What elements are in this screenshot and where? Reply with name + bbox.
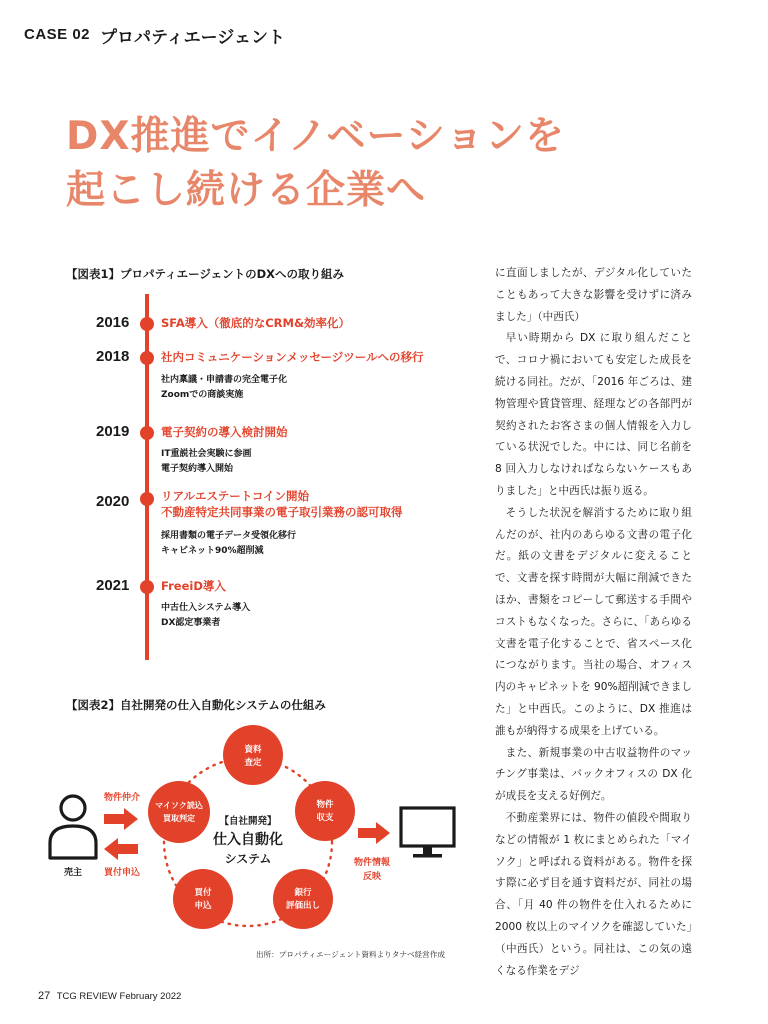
node-circle [273,869,333,929]
node-purchase-application [173,869,233,929]
headline [66,110,565,218]
output-label: 反映 [362,872,382,882]
figure-source: 出所：プロパティエージェント資料よりタナベ経営作成 [256,950,445,959]
timeline-year-2016: 2016 [96,314,130,331]
center-main-label: システム [224,852,272,866]
timeline-dot [140,426,154,440]
timeline-event-detail: IT重説社会実験に参画 [161,449,252,459]
node-label: 申込 [194,901,212,911]
timeline-dot [140,351,154,365]
company-label: プロパティエージェント [100,28,285,48]
arrow-left-icon [104,838,138,860]
node-circle [173,869,233,929]
center-main-label: 仕入自動化 [213,832,283,848]
node-circle [148,781,210,843]
page-footer [38,990,181,1002]
arrow-right-icon [358,822,390,844]
node-label: マイソク読込 [155,801,203,810]
timeline-year-2021: 2021 [96,577,130,594]
timeline-event-detail: キャビネット90%超削減 [161,546,264,556]
article-body [495,263,692,982]
node-label: 買付 [194,888,212,898]
timeline-event-title: 社内コミュニケーションメッセージツールへの移行 [161,350,424,364]
timeline-year-2020: 2020 [96,493,130,510]
timeline-dot [140,317,154,331]
headline-line-1: DX推進でイノベーションを [66,114,565,159]
arrow-in-label: 物件仲介 [103,793,141,803]
node-document-appraisal [223,725,283,785]
node-label: 査定 [244,758,262,768]
timeline-event-title: リアルエステートコイン開始 [161,489,310,503]
timeline-event-detail: 採用書類の電子データ受領化移行 [161,531,297,541]
case-label: CASE 02 [24,26,91,43]
output-label: 物件情報 [353,858,391,868]
body-paragraph: に直面しましたが、デジタル化していたこともあって大きな影響を受けずに済みました」（中西氏） [495,267,692,323]
person-icon [50,796,96,858]
node-circle [295,781,355,841]
timeline-dot [140,492,154,506]
node-label: 収支 [316,813,334,823]
monitor-icon [401,808,454,858]
timeline-event-title: 電子契約の導入検討開始 [161,425,288,439]
publication-name: TCG REVIEW February 2022 [56,991,182,1002]
node-label: 資料 [244,745,262,755]
timeline-event-detail: 電子契約導入開始 [161,464,234,474]
node-bank-valuation [273,869,333,929]
body-paragraph: また、新規事業の中古収益物件のマッチング事業は、バックオフィスの DX 化が成長を支える好例だ。 [495,746,692,803]
body-paragraph: そうした状況を解消するために取り組んだのが、社内のあらゆる文書の電子化だ。紙の文書をデジタルに変えることで、文書を探す時間が大幅に削減できたほか、書類をコピーして郵送する手間やコストもなくなった。さらに、「あらゆる文書を電子化することで、省スペース化につながります。当社の場合、オフィス内のキャビネットを 90%超削減できました」と中西氏。このように、DX 推進は誰もが納得する成果を上げている。 [495,506,692,737]
figure1-title: 【図表1】プロパティエージェントのDXへの取り組み [66,267,345,281]
timeline-event-detail: Zoomでの商談実施 [161,390,244,400]
timeline-event-title: FreeiD導入 [161,579,226,593]
timeline-year-2019: 2019 [96,423,130,440]
arrow-out-label: 買付申込 [103,868,141,878]
timeline-event-detail: 社内稟議・申請書の完全電子化 [161,375,288,385]
figure2-title: 【図表2】自社開発の仕入自動化システムの仕組み [66,698,326,712]
arrow-right-icon [104,808,138,830]
timeline-event-detail: DX認定事業者 [161,618,221,628]
timeline-event-detail: 中古仕入システム導入 [161,603,251,613]
headline-line-2: 起こし続ける企業へ [66,168,427,213]
node-label: 銀行 [294,888,312,898]
seller-label: 売主 [63,868,83,878]
node-circle [223,725,283,785]
node-label: 買取判定 [163,814,195,823]
timeline-event-title: 不動産特定共同事業の電子取引業務の認可取得 [161,505,403,519]
node-property-income [295,781,355,841]
page-number: 27 [38,990,51,1002]
body-paragraph: 早い時期から DX に取り組んだことで、コロナ禍においても安定した成長を続ける同社。だが、「2016 年ごろは、建物管理や賃貸管理、経理などの各部門が契約されたお客さまの個人情報を入力している状況でした。中には、同じ名前を 8 回入力しなければならないケースもありました」と中西氏は振り返る。 [495,332,692,497]
purchase-automation-diagram [40,718,470,956]
timeline-event-title: SFA導入（徹底的なCRM&効率化） [161,316,350,330]
node-maisoku-reading [148,781,210,843]
node-label: 物件 [316,800,334,810]
timeline-line [145,294,149,660]
node-label: 評価出し [285,901,321,911]
timeline-dot [140,580,154,594]
timeline-year-2018: 2018 [96,348,130,365]
center-sub-label: 【自社開発】 [219,816,277,827]
body-paragraph: 不動産業界には、物件の値段や間取りなどの情報が 1 枚にまとめられた「マイソク」と呼ばれる資料がある。物件を探す際に必ず目を通す資料だが、同社の場合、「月 40 件の物件を仕入れるために 2000 枚以上のマイソクを確認していた」（中西氏）という。同社は、この気の遠くなる作業をデジ [495,811,692,977]
